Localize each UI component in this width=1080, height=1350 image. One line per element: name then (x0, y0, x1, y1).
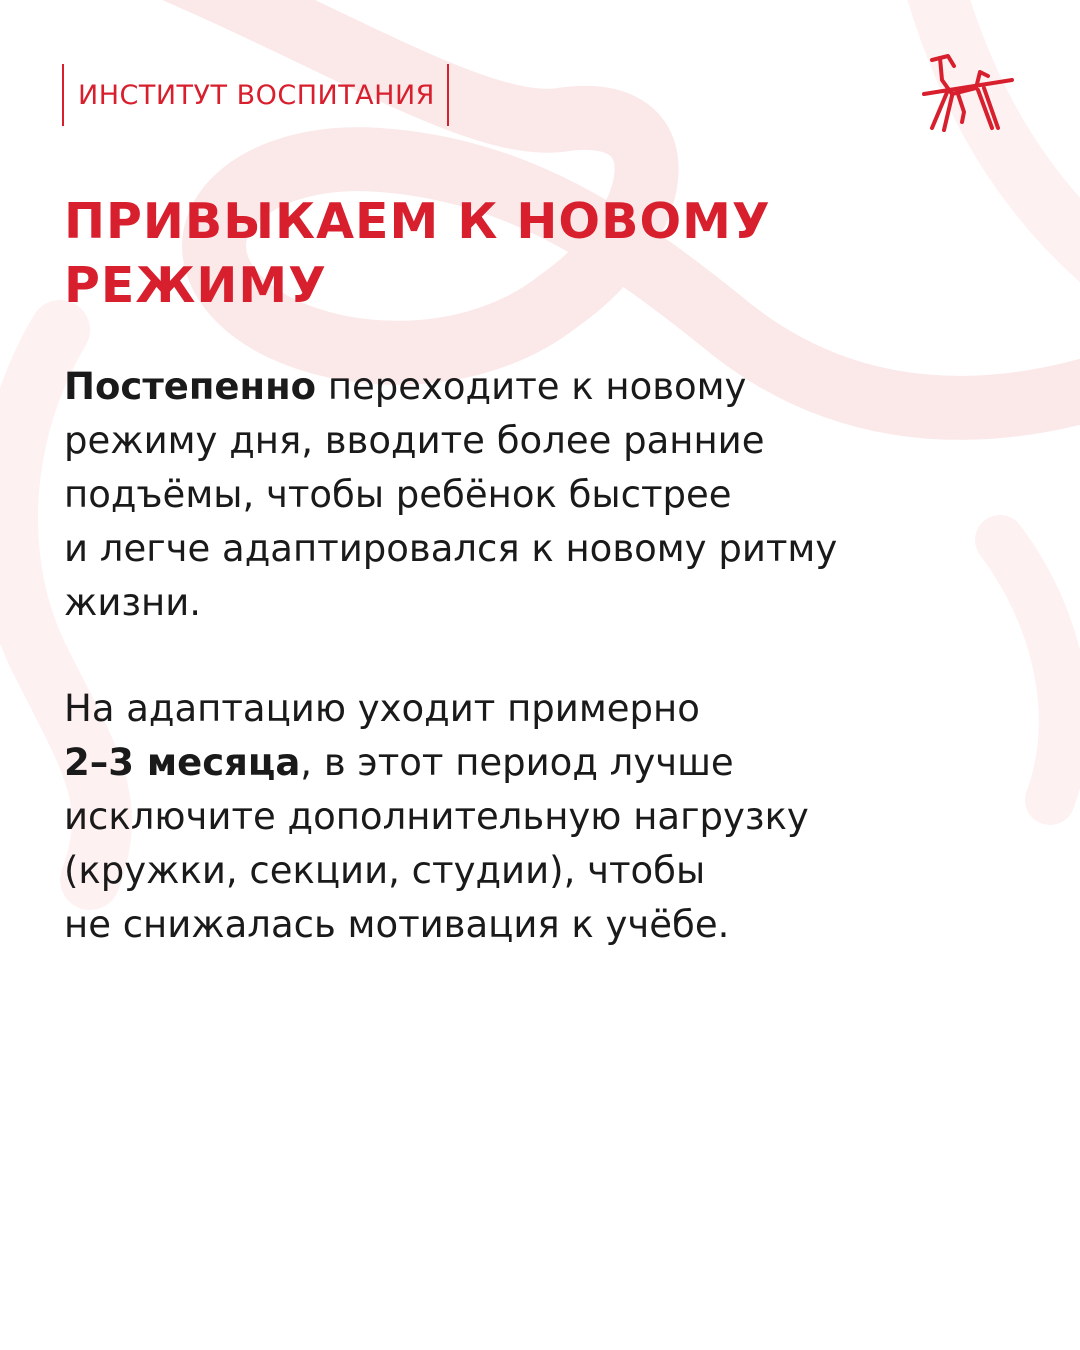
paragraph2-line-4: (кружки, секции, студии), чтобы (64, 849, 706, 892)
paragraph-gradual-transition (64, 360, 1024, 630)
paragraph2-line-1: На адаптацию уходит примерно (64, 687, 700, 730)
paragraph2-line-2: , в этот период лучше (300, 741, 734, 784)
page-title (64, 190, 964, 318)
title-line-2: РЕЖИМУ (64, 257, 327, 314)
paragraph1-line-4: и легче адаптировался к новому ритму (64, 527, 838, 570)
paragraph-adaptation-period (64, 682, 1024, 952)
paragraph1-line-5: жизни. (64, 581, 202, 624)
brand-header (62, 64, 449, 126)
paragraph2-line-3: исключите дополнительную нагрузку (64, 795, 809, 838)
brand-divider-right (447, 64, 449, 126)
paragraph1-line-3: подъёмы, чтобы ребёнок быстрее (64, 473, 732, 516)
title-line-1: ПРИВЫКАЕМ К НОВОМУ (64, 193, 771, 250)
paragraph1-bold-lead: Постепенно (64, 365, 317, 408)
horse-logo-icon (918, 50, 1018, 134)
paragraph1-line-1: переходите к новому (316, 365, 747, 408)
paragraph2-line-5: не снижалась мотивация к учёбе. (64, 903, 730, 946)
brand-name: ИНСТИТУТ ВОСПИТАНИЯ (78, 79, 435, 111)
paragraph2-bold-duration: 2–3 месяца (64, 741, 301, 784)
paragraph1-line-2: режиму дня, вводите более ранние (64, 419, 765, 462)
